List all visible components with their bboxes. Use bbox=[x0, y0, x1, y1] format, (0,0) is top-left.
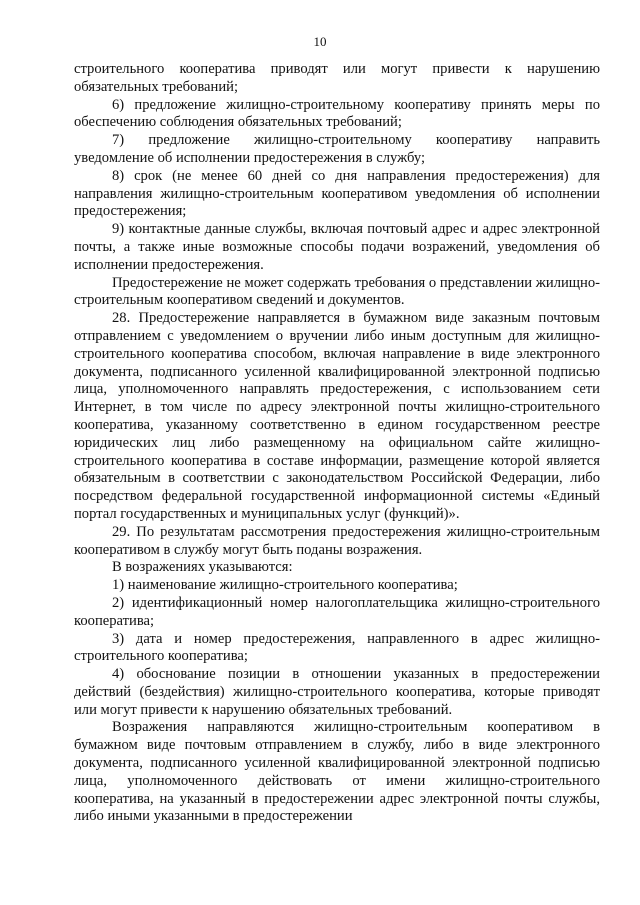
paragraph: 7) предложение жилищно-строительному кооперативу направить уведомление об исполнении предостережения в службу; bbox=[74, 132, 600, 166]
paragraph: 4) обоснование позиции в отношении указанных в предостережении действий (бездействия) жилищно-строительного кооператива, которые приводят или могут привести к нарушению обязательных требований. bbox=[74, 666, 600, 718]
paragraph: 3) дата и номер предостережения, направленного в адрес жилищно-строительного кооператива; bbox=[74, 630, 600, 665]
body-text bbox=[74, 61, 600, 826]
paragraph: 28. Предостережение направляется в бумажном виде заказным почтовым отправлением с уведомлением о вручении либо иным доступным для жилищно-строительного кооператива способом, включая направление в виде электронного документа, подписанного усиленной квалифицированной электронной подписью лица, уполномоченного направлять предостережения, с использованием сети Интернет, в том числе по адресу электронной почты жилищно-строительного кооператива, указанному соответственно в едином государственном реестре юридических лиц либо размещенному на официальном сайте жилищно-строительного кооператива в составе информации, размещение которой является обязательным в соответствии с законодательством Российской Федерации, либо посредством федеральной государственной информационной системы «Единый портал государственных и муниципальных услуг (функций)». bbox=[74, 310, 600, 522]
paragraph: 1) наименование жилищно-строительного кооператива; bbox=[112, 577, 458, 594]
paragraph: 6) предложение жилищно-строительному кооперативу принять меры по обеспечению соблюдения обязательных требований; bbox=[74, 96, 600, 131]
paragraph: 8) срок (не менее 60 дней со дня направления предостережения) для направления жилищно-строительным кооперативом уведомления об исполнении предостережения; bbox=[74, 167, 600, 220]
paragraph: 2) идентификационный номер налогоплательщика жилищно-строительного кооператива; bbox=[74, 594, 600, 629]
paragraph: 9) контактные данные службы, включая почтовый адрес и адрес электронной почты, а также иные возможные способы подачи возражений, уведомления об исполнении предостережения. bbox=[74, 221, 600, 273]
paragraph: строительного кооператива приводят или могут привести к нарушению обязательных требований; bbox=[74, 61, 600, 95]
paragraph: Предостережение не может содержать требования о представлении жилищно-строительным кооперативом сведений и документов. bbox=[74, 274, 600, 309]
paragraph: В возражениях указываются: bbox=[112, 559, 293, 576]
paragraph: Возражения направляются жилищно-строительным кооперативом в бумажном виде почтовым отправлением в службу, либо в виде электронного документа, подписанного усиленной квалифицированной электронной подписью лица, уполномоченного действовать от имени жилищно-строительного кооператива, на указанный в предостережении адрес электронной почты службы, либо иными указанными в предостережении bbox=[74, 719, 600, 825]
page-number: 10 bbox=[313, 34, 327, 49]
paragraph: 29. По результатам рассмотрения предостережения жилищно-строительным кооперативом в службу могут быть поданы возражения. bbox=[74, 523, 600, 558]
